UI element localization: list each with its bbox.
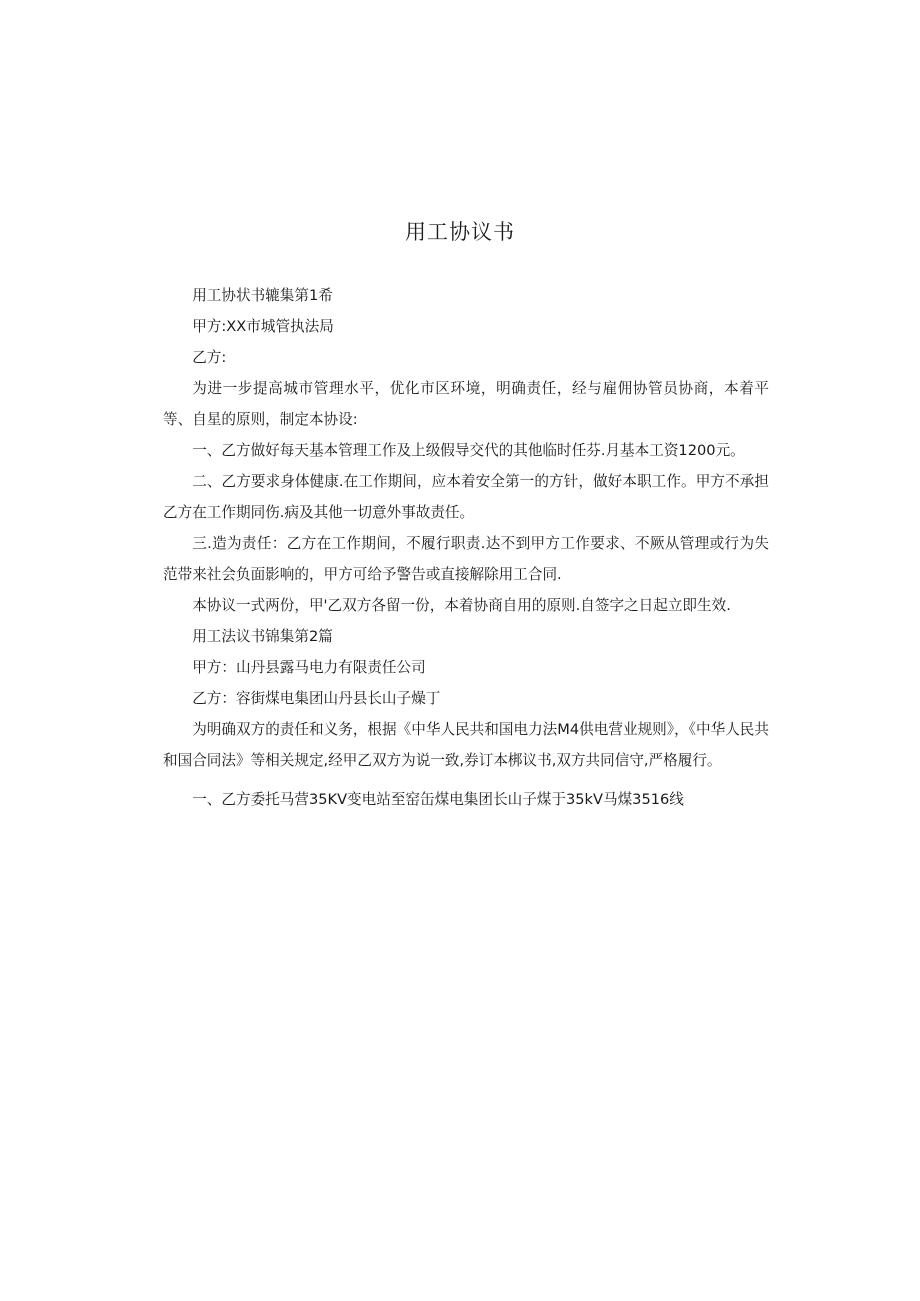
- paragraph-preamble-2: 为明确双方的责任和义务，根据《中华人民共和国电力法M4供电营业规则》，《中华人民共和国合同法》等相关规定,经甲乙双方为说一致,券订本梆议书,双方共同信守,严格履行。: [163, 721, 769, 769]
- paragraph-party-a-1: 甲方:XX市城管执法局: [192, 318, 334, 335]
- paragraph-preamble-1: 为进一步提高城市管理水平，优化市区环境，明确责任，经与雇佣协管员协商，本着平等、自星的原则，制定本协设:: [163, 380, 769, 428]
- paragraph-collection-heading-1: 用工协状书辘集第1希: [192, 287, 333, 304]
- paragraph-collection-heading-2: 用工法议书锦集第2篇: [192, 628, 333, 645]
- paragraph-party-b-2: 乙方：容街煤电集团山丹县长山子燥丁: [192, 690, 441, 707]
- paragraph-validity: 本协议一式两份，甲'乙双方各留一份，本着协商自用的原则.自签字之日起立即生效.: [192, 597, 731, 614]
- document-body: [163, 280, 769, 815]
- paragraph-party-b-1: 乙方:: [192, 349, 227, 366]
- paragraph-clause-1: 一、乙方做好每天基本管理工作及上级假导交代的其他临时任芬.月基本工资1200元。: [192, 442, 745, 459]
- paragraph-clause-3: 三.造为责任：乙方在工作期间，不履行职责.达不到甲方工作要求、不厥从管理或行为失范带来社会负面影响的，甲方可给予警告或直接解除用工合同.: [163, 535, 769, 583]
- paragraph-clause-2-1: 一、乙方委托马营35KV变电站至窑缶煤电集团长山子煤于35kV马煤3516线: [192, 791, 684, 808]
- document-title: 用工协议书: [405, 220, 515, 244]
- paragraph-clause-2: 二、乙方要求身体健康.在工作期间，应本着安全第一的方针，做好本职工作。甲方不承担乙方在工作期同伤.病及其他一切意外事故责任。: [163, 473, 769, 521]
- paragraph-party-a-2: 甲方：山丹县露马电力有限责任公司: [192, 659, 426, 676]
